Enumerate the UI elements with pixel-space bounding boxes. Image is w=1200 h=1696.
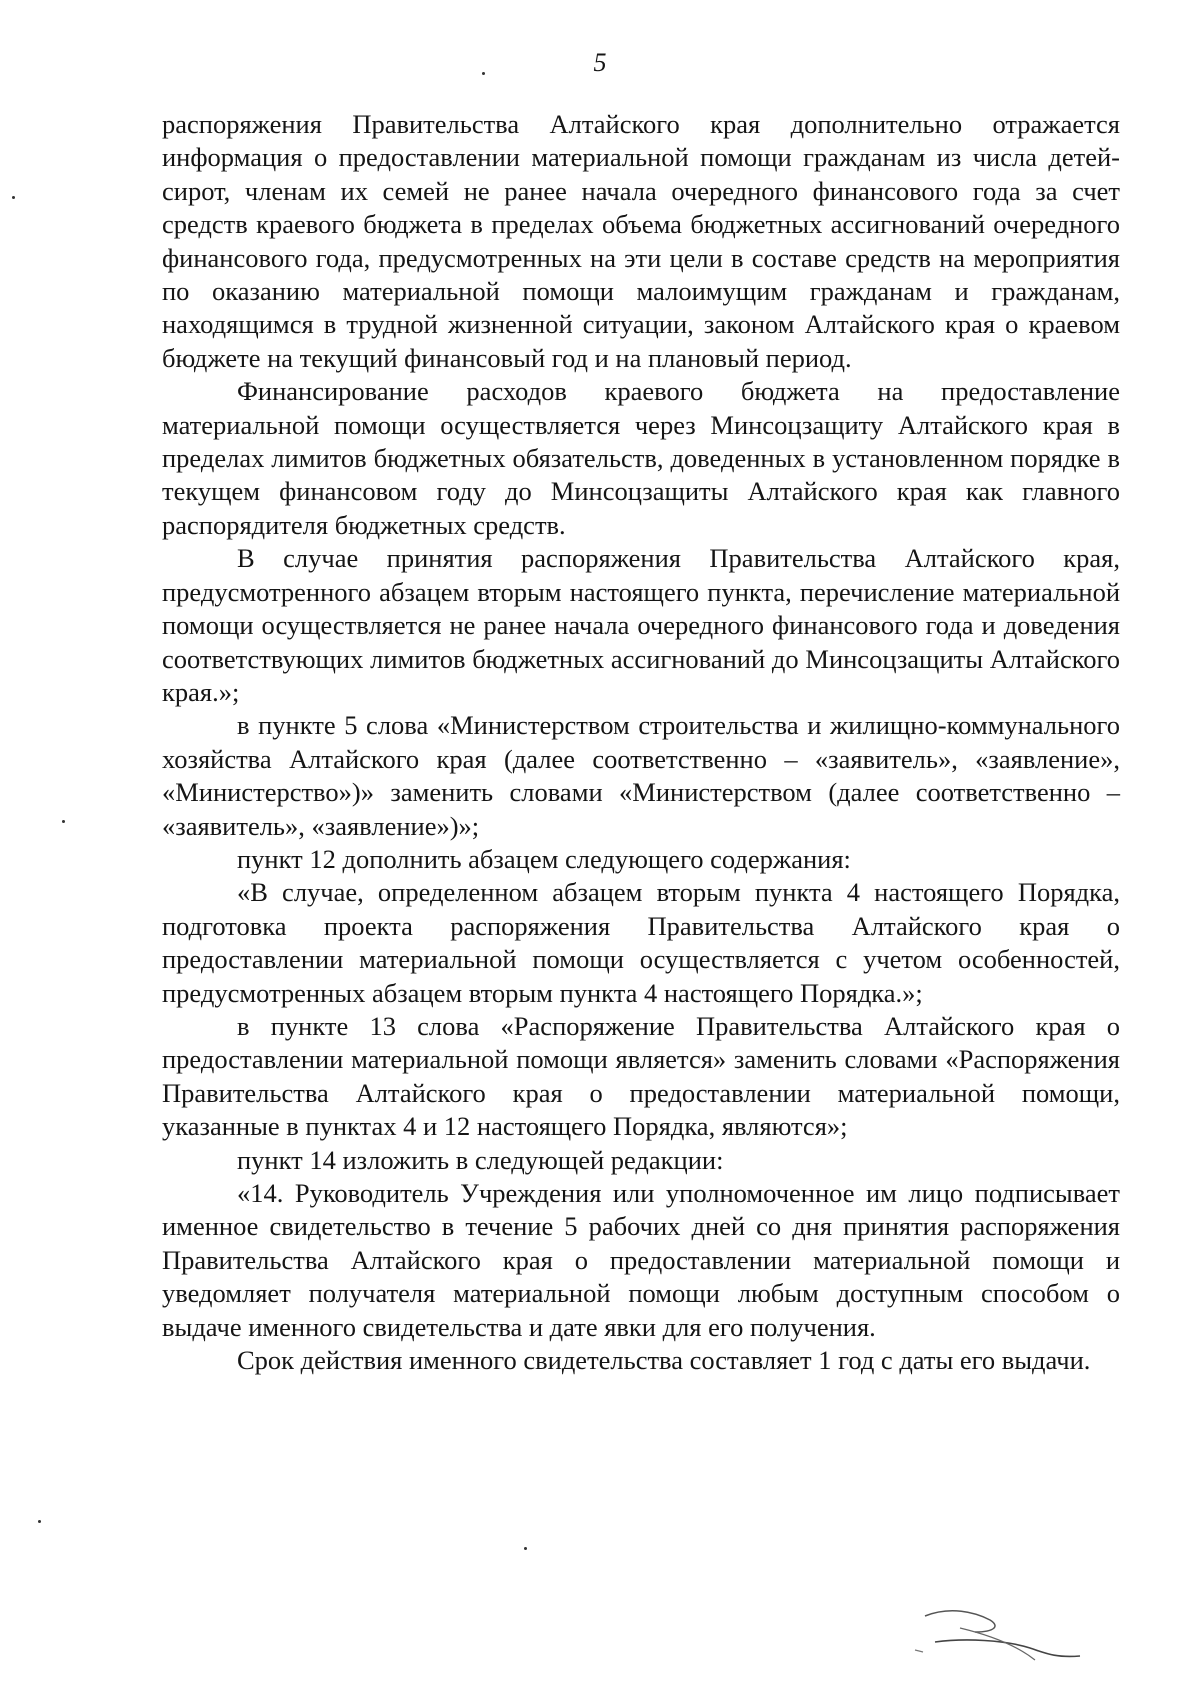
paragraph: пункт 12 дополнить абзацем следующего содержания: xyxy=(237,843,851,874)
paragraph: «14. Руководитель Учреждения или уполномоченное им лицо подписывает именное свидетельство в течение 5 рабочих дней со дня принятия распоряжения Правительства Алтайского края о предоставлении материальной помощи и уведомляет получателя материальной помощи любым доступным способом о выдаче именного свидетельства и дате явки для его получения. xyxy=(162,1178,1120,1342)
paragraph: распоряжения Правительства Алтайского края дополнительно отражается информация о предоставлении материальной помощи гражданам из числа детей-сирот, членам их семей не ранее начала очередного финансового года за счет средств краевого бюджета в пределах объема бюджетных ассигнований очередного финансового года, предусмотренных на эти цели в составе средств на мероприятия по оказанию материальной помощи малоимущим гражданам и гражданам, находящимся в трудной жизненной ситуации, законом Алтайского края о краевом бюджете на текущий финансовый год и на плановый период. xyxy=(162,109,1120,373)
scan-speck xyxy=(524,1547,527,1550)
document-body xyxy=(162,108,1120,1377)
paragraph: в пункте 5 слова «Министерством строительства и жилищно-коммунального хозяйства Алтайского края (далее соответственно – «заявитель», «заявление», «Министерство»)» заменить словами «Министерством (далее соответственно – «заявитель», «заявление»)»; xyxy=(162,710,1120,841)
paragraph: Финансирование расходов краевого бюджета на предоставление материальной помощи осуществляется через Минсоцзащиту Алтайского края в пределах лимитов бюджетных обязательств, доведенных в установленном порядке в текущем финансовом году до Минсоцзащиты Алтайского края как главного распорядителя бюджетных средств. xyxy=(162,376,1120,540)
paragraph: «В случае, определенном абзацем вторым пункта 4 настоящего Порядка, подготовка проекта распоряжения Правительства Алтайского края о предоставлении материальной помощи осуществляется с учетом особенностей, предусмотренных абзацем вторым пункта 4 настоящего Порядка.»; xyxy=(162,877,1120,1008)
scan-speck xyxy=(482,72,485,75)
scan-speck xyxy=(38,1520,41,1523)
scan-speck xyxy=(12,196,15,199)
paragraph: Срок действия именного свидетельства составляет 1 год с даты его выдачи. xyxy=(237,1345,1091,1376)
scan-speck xyxy=(62,820,65,823)
paragraph: в пункте 13 слова «Распоряжение Правительства Алтайского края о предоставлении материальной помощи является» заменить словами «Распоряжения Правительства Алтайского края о предоставлении материальной помощи, указанные в пунктах 4 и 12 настоящего Порядка, являются»; xyxy=(162,1010,1120,1142)
paragraph: В случае принятия распоряжения Правительства Алтайского края, предусмотренного абзацем вторым настоящего пункта, перечисление материальной помощи осуществляется не ранее начала очередного финансового года и доведения соответствующих лимитов бюджетных ассигнований до Минсоцзащиты Алтайского края.»; xyxy=(162,543,1120,707)
page-number: 5 xyxy=(593,48,607,77)
paragraph: пункт 14 изложить в следующей редакции: xyxy=(237,1144,724,1175)
signature-mark xyxy=(905,1598,1085,1668)
